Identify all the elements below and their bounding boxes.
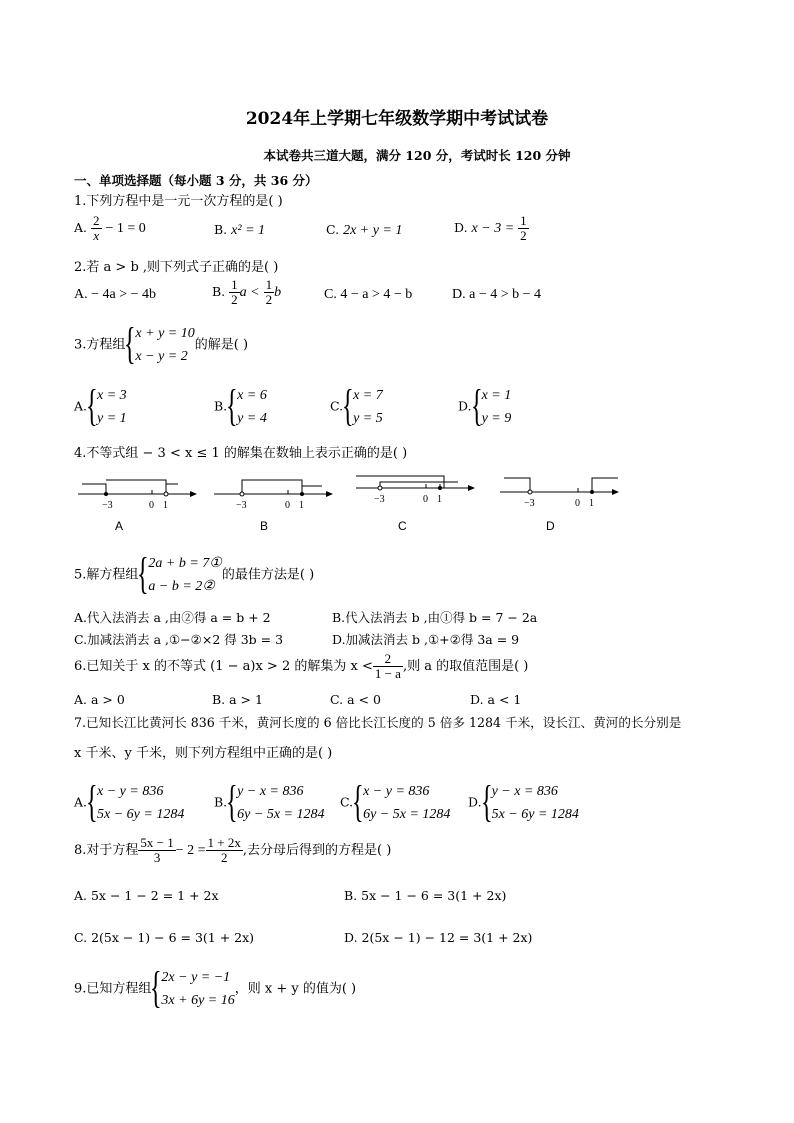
q5-option-b: B.代入法消去 b ,由①得 b = 7 − 2a xyxy=(332,610,538,625)
question-8-stem: 8.对于方程 $\frac{5x - 1}{3}$ − 2 = $\frac{1 + 2x}{2}$ ,去分母后得到的方程是( ) xyxy=(74,835,392,865)
question-7-stem-line2: x 千米、y 千米，则下列方程组中正确的是( ) xyxy=(74,746,333,761)
page-title: 2024年上学期七年级数学期中考试试卷 xyxy=(245,109,549,129)
svg-text:1: 1 xyxy=(437,494,442,505)
q8-option-b: B. 5x − 1 − 6 = 3(1 + 2x) xyxy=(344,888,507,903)
question-5-stem: 5.解方程组 { 2a + b = 7① a − b = 2② 的最佳方法是( ) xyxy=(74,549,315,598)
question-3-stem: 3.方程组 { x + y = 10 x − y = 2 的解是( ) xyxy=(74,319,249,368)
number-line-a xyxy=(78,480,197,533)
svg-text:0: 0 xyxy=(285,500,290,511)
q7-option-a: A. { x − y = 836 5x − 6y = 1284 xyxy=(74,777,185,826)
q7-option-b: B. { y − x = 836 6y − 5x = 1284 xyxy=(214,777,325,826)
svg-text:0: 0 xyxy=(575,498,580,509)
q3-option-d: D. { x = 1 y = 9 xyxy=(458,381,512,430)
question-1-stem: 1.下列方程中是一元一次方程的是( ) xyxy=(74,194,283,209)
exam-instructions: 本试卷共三道大题，满分 120 分，考试时长 120 分钟 xyxy=(263,148,571,163)
q1-option-b: B. x² = 1 xyxy=(214,222,266,238)
svg-text:−3: −3 xyxy=(236,500,247,511)
svg-text:C: C xyxy=(398,519,407,533)
q8-option-a: A. 5x − 1 − 2 = 1 + 2x xyxy=(74,888,219,903)
q6-option-a: A. a > 0 xyxy=(74,692,125,707)
section-heading: 一、单项选择题（每小题 3 分，共 36 分） xyxy=(74,173,318,188)
svg-text:D: D xyxy=(546,519,555,533)
q3-option-c: C. { x = 7 y = 5 xyxy=(330,381,383,430)
question-7-stem-line1: 7.已知长江比黄河长 836 千米，黄河长度的 6 倍比长江长度的 5 倍多 1284 千米，设长江、黄河的长分别是 xyxy=(74,715,682,730)
svg-text:1: 1 xyxy=(163,500,168,511)
number-line-d xyxy=(500,478,619,533)
question-6-stem: 6.已知关于 x 的不等式 (1 − a)x > 2 的解集为 x < $\frac{2}{1 - a}$ ,则 a 的取值范围是( ) xyxy=(74,651,529,681)
q6-option-d: D. a < 1 xyxy=(470,692,522,707)
question-4-stem: 4.不等式组 − 3 < x ≤ 1 的解集在数轴上表示正确的是( ) xyxy=(74,446,408,461)
svg-text:0: 0 xyxy=(423,494,428,505)
svg-text:1: 1 xyxy=(299,500,304,511)
q2-option-a: A. − 4a > − 4b xyxy=(74,287,157,302)
q1-option-d: D. x − 3 = $\frac{1}{2}$ xyxy=(454,213,527,243)
q5-option-c: C.加减法消去 a ,①−②×2 得 3b = 3 xyxy=(74,632,284,647)
q2-option-c: C. 4 − a > 4 − b xyxy=(324,287,413,302)
svg-text:−3: −3 xyxy=(374,494,385,505)
q6-option-b: B. a > 1 xyxy=(212,692,263,707)
svg-text:B: B xyxy=(260,519,269,533)
svg-text:A: A xyxy=(115,519,124,533)
q5-option-a: A.代入法消去 a ,由②得 a = b + 2 xyxy=(74,610,271,625)
question-2-stem: 2.若 a > b ,则下列式子正确的是( ) xyxy=(74,260,279,275)
question-9-stem: 9.已知方程组 { 2x − y = −1 3x + 6y = 16 ，则 x + y 的值为( ) xyxy=(74,963,357,1012)
svg-text:−3: −3 xyxy=(524,498,535,509)
q2-option-b: B. $\frac{1}{2}$ a < $\frac{1}{2}$ b xyxy=(212,277,282,307)
q2-option-d: D. a − 4 > b − 4 xyxy=(452,287,542,302)
number-line-b xyxy=(214,480,333,533)
q8-option-c: C. 2(5x − 1) − 6 = 3(1 + 2x) xyxy=(74,930,255,945)
q1-option-c: C. 2x + y = 1 xyxy=(326,222,403,238)
q1-option-a: A. $\frac{2}{x}$ − 1 = 0 xyxy=(74,213,146,243)
number-line-figures xyxy=(60,470,740,540)
q7-option-c: C. { x − y = 836 6y − 5x = 1284 xyxy=(340,777,451,826)
svg-text:−3: −3 xyxy=(102,500,113,511)
q3-option-a: A. { x = 3 y = 1 xyxy=(74,381,127,430)
q8-option-d: D. 2(5x − 1) − 12 = 3(1 + 2x) xyxy=(344,930,533,945)
q7-option-d: D. { y − x = 836 5x − 6y = 1284 xyxy=(468,777,579,826)
svg-text:1: 1 xyxy=(589,498,594,509)
number-line-c xyxy=(356,476,475,533)
q3-option-b: B. { x = 6 y = 4 xyxy=(214,381,267,430)
q6-option-c: C. a < 0 xyxy=(330,692,381,707)
svg-text:0: 0 xyxy=(149,500,154,511)
q5-option-d: D.加减法消去 b ,①+②得 3a = 9 xyxy=(332,632,520,647)
